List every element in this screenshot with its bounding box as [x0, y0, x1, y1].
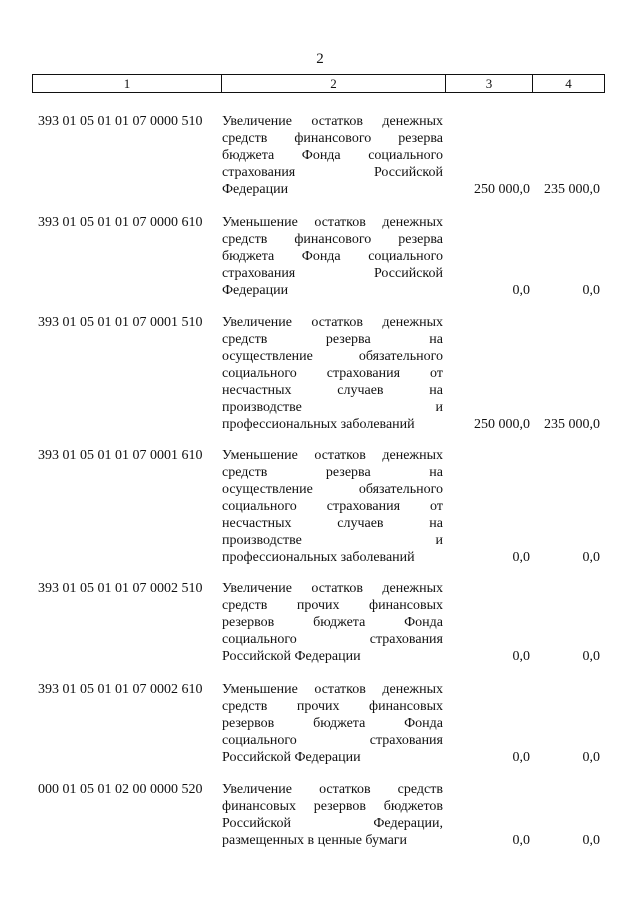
header-col-1: 1 [33, 75, 222, 92]
description-line: несчастных случаев на [222, 383, 443, 398]
row-description [222, 214, 443, 299]
description-line: резервов бюджета Фонда [222, 716, 443, 731]
description-line: производстве и [222, 533, 443, 548]
row-description [222, 681, 443, 766]
description-line: Федерации [222, 182, 289, 197]
row-description [222, 314, 443, 433]
description-line: средств резерва на [222, 332, 443, 347]
budget-code: 393 01 05 01 01 07 0000 610 [38, 215, 203, 230]
value-col-4: 0,0 [582, 649, 600, 664]
description-line: Уменьшение остатков денежных [222, 682, 443, 697]
value-col-4: 0,0 [582, 750, 600, 765]
budget-code: 000 01 05 01 02 00 0000 520 [38, 782, 203, 797]
description-line: бюджета Фонда социального [222, 148, 443, 163]
row-description [222, 580, 443, 665]
value-col-4: 0,0 [582, 833, 600, 848]
description-line: Увеличение остатков денежных [222, 315, 443, 330]
value-col-3: 0,0 [512, 283, 530, 298]
value-col-3: 250 000,0 [474, 417, 530, 432]
description-line: профессиональных заболеваний [222, 417, 415, 432]
value-col-3: 0,0 [512, 750, 530, 765]
description-line: Уменьшение остатков денежных [222, 448, 443, 463]
page-number: 2 [316, 51, 324, 67]
description-line: финансовых резервов бюджетов [222, 799, 443, 814]
description-line: несчастных случаев на [222, 516, 443, 531]
description-line: Российской Федерации [222, 649, 361, 664]
value-col-4: 0,0 [582, 283, 600, 298]
description-line: социального страхования [222, 733, 443, 748]
value-col-3: 0,0 [512, 649, 530, 664]
description-line: Российской Федерации, [222, 816, 443, 831]
description-line: средств прочих финансовых [222, 699, 443, 714]
row-description [222, 781, 443, 849]
value-col-4: 235 000,0 [544, 182, 600, 197]
description-line: средств финансового резерва [222, 232, 443, 247]
description-line: страхования Российской [222, 165, 443, 180]
description-line: Увеличение остатков денежных [222, 114, 443, 129]
row-description [222, 113, 443, 198]
row-description [222, 447, 443, 566]
description-line: резервов бюджета Фонда [222, 615, 443, 630]
description-line: Российской Федерации [222, 750, 361, 765]
description-line: социального страхования от [222, 366, 443, 381]
budget-code: 393 01 05 01 01 07 0001 510 [38, 315, 203, 330]
budget-code: 393 01 05 01 01 07 0000 510 [38, 114, 203, 129]
header-col-2: 2 [222, 75, 446, 92]
value-col-3: 250 000,0 [474, 182, 530, 197]
value-col-4: 0,0 [582, 550, 600, 565]
description-line: Увеличение остатков денежных [222, 581, 443, 596]
budget-code: 393 01 05 01 01 07 0002 610 [38, 682, 203, 697]
description-line: социального страхования от [222, 499, 443, 514]
description-line: средств резерва на [222, 465, 443, 480]
description-line: осуществление обязательного [222, 482, 443, 497]
description-line: Федерации [222, 283, 289, 298]
description-line: Увеличение остатков средств [222, 782, 443, 797]
description-line: социального страхования [222, 632, 443, 647]
description-line: страхования Российской [222, 266, 443, 281]
value-col-4: 235 000,0 [544, 417, 600, 432]
description-line: Уменьшение остатков денежных [222, 215, 443, 230]
description-line: средств прочих финансовых [222, 598, 443, 613]
description-line: бюджета Фонда социального [222, 249, 443, 264]
value-col-3: 0,0 [512, 833, 530, 848]
description-line: средств финансового резерва [222, 131, 443, 146]
description-line: производстве и [222, 400, 443, 415]
budget-code: 393 01 05 01 01 07 0001 610 [38, 448, 203, 463]
description-line: профессиональных заболеваний [222, 550, 415, 565]
header-col-4: 4 [565, 76, 572, 91]
description-line: размещенных в ценные бумаги [222, 833, 408, 848]
header-col-3: 3 [446, 75, 533, 92]
value-col-3: 0,0 [512, 550, 530, 565]
budget-code: 393 01 05 01 01 07 0002 510 [38, 581, 203, 596]
description-line: осуществление обязательного [222, 349, 443, 364]
